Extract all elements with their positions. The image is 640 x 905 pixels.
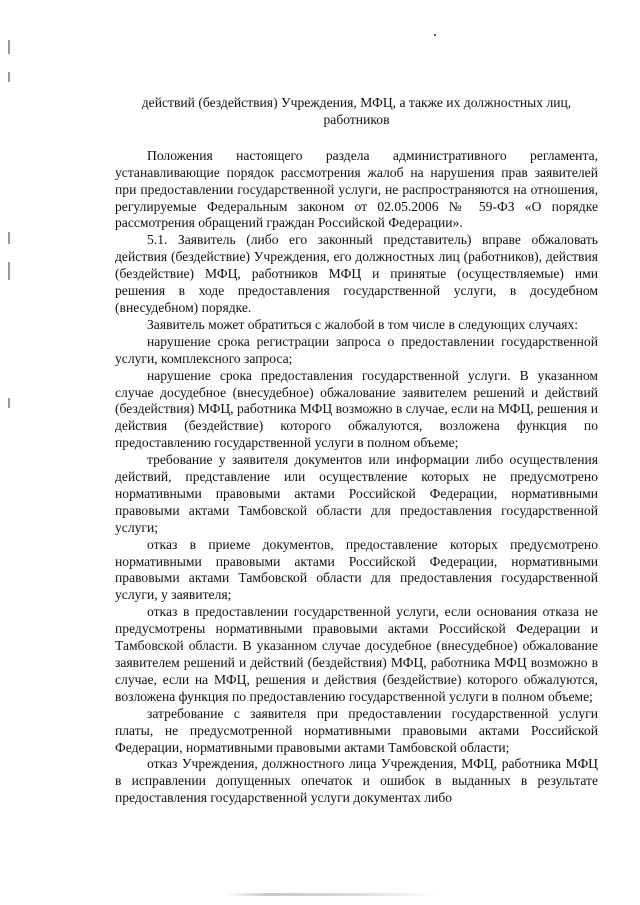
scan-artifact: [8, 398, 10, 408]
scan-dot: [434, 34, 436, 36]
paragraph: затребование с заявителя при предоставлении государственной услуги платы, не предусмотренной нормативными правовыми актами Российской Федерации, нормативными правовыми актами Тамбовской области;: [115, 705, 598, 755]
paragraph: отказ в предоставлении государственной услуги, если основания отказа не предусмотрены нормативными правовыми актами Российской Федерации и Тамбовской области. В указанном случае досудебное (внесудебное) обжалование заявителем решений и действий (бездействия) МФЦ, работника МФЦ возможно в случае, если на МФЦ, решения и действия (бездействие) которого обжалуются, возложена функция по предоставлению государственной услуги в полном объеме;: [115, 604, 598, 704]
paragraph: отказ Учреждения, должностного лица Учреждения, МФЦ, работника МФЦ в исправлении допущенных опечаток и ошибок в выданных в результате предоставления государственной услуги документах либо: [115, 756, 598, 806]
paragraph: требование у заявителя документов или информации либо осуществления действий, представление или осуществление которых не предусмотрено нормативными правовыми актами Российской Федерации, нормативными правовыми актами Тамбовской области для предоставления государственной услуги;: [115, 452, 598, 535]
scan-artifact: [8, 40, 10, 54]
paragraph: нарушение срока предоставления государственной услуги. В указанном случае досудебное (внесудебное) обжалование заявителем решений и действий (бездействия) МФЦ, работника МФЦ возможно в случае, если на МФЦ, решения и действия (бездействие) которого обжалуются, возложена функция по предоставлению государственной услуги в полном объеме;: [115, 367, 598, 451]
section-heading: действий (бездействия) Учреждения, МФЦ, а также их должностных лиц, работников: [141, 95, 572, 127]
paragraph: нарушение срока регистрации запроса о предоставлении государственной услуги, комплексного запроса;: [115, 333, 598, 366]
document-body: [115, 95, 598, 807]
scan-smudge: [226, 893, 436, 896]
scan-artifact: [8, 72, 10, 82]
scan-artifact: [8, 262, 10, 280]
scan-artifact: [8, 232, 10, 244]
paragraph: Положения настоящего раздела административного регламента, устанавливающие порядок рассмотрения жалоб на нарушения прав заявителей при предоставлении государственной услуги, не распространяются на отношения, регулируемые Федеральным законом от 02.05.2006 № 59-ФЗ «О порядке рассмотрения обращений граждан Российской Федерации».: [115, 147, 598, 231]
paragraph: 5.1. Заявитель (либо его законный представитель) вправе обжаловать действия (бездействие) Учреждения, его должностных лиц (работников), действия (бездействие) МФЦ, работников МФЦ и принятые (осуществляемые) ими решения в ходе предоставления государственной услуги, в досудебном (внесудебном) порядке.: [115, 232, 598, 315]
paragraph: Заявитель может обратиться с жалобой в том числе в следующих случаях:: [147, 316, 579, 332]
scan-margin-marks: [0, 0, 30, 905]
paragraph: отказ в приеме документов, предоставление которых предусмотрено нормативными правовыми актами Российской Федерации, нормативными правовыми актами Тамбовской области для предоставления государственной услуги, у заявителя;: [115, 536, 598, 603]
